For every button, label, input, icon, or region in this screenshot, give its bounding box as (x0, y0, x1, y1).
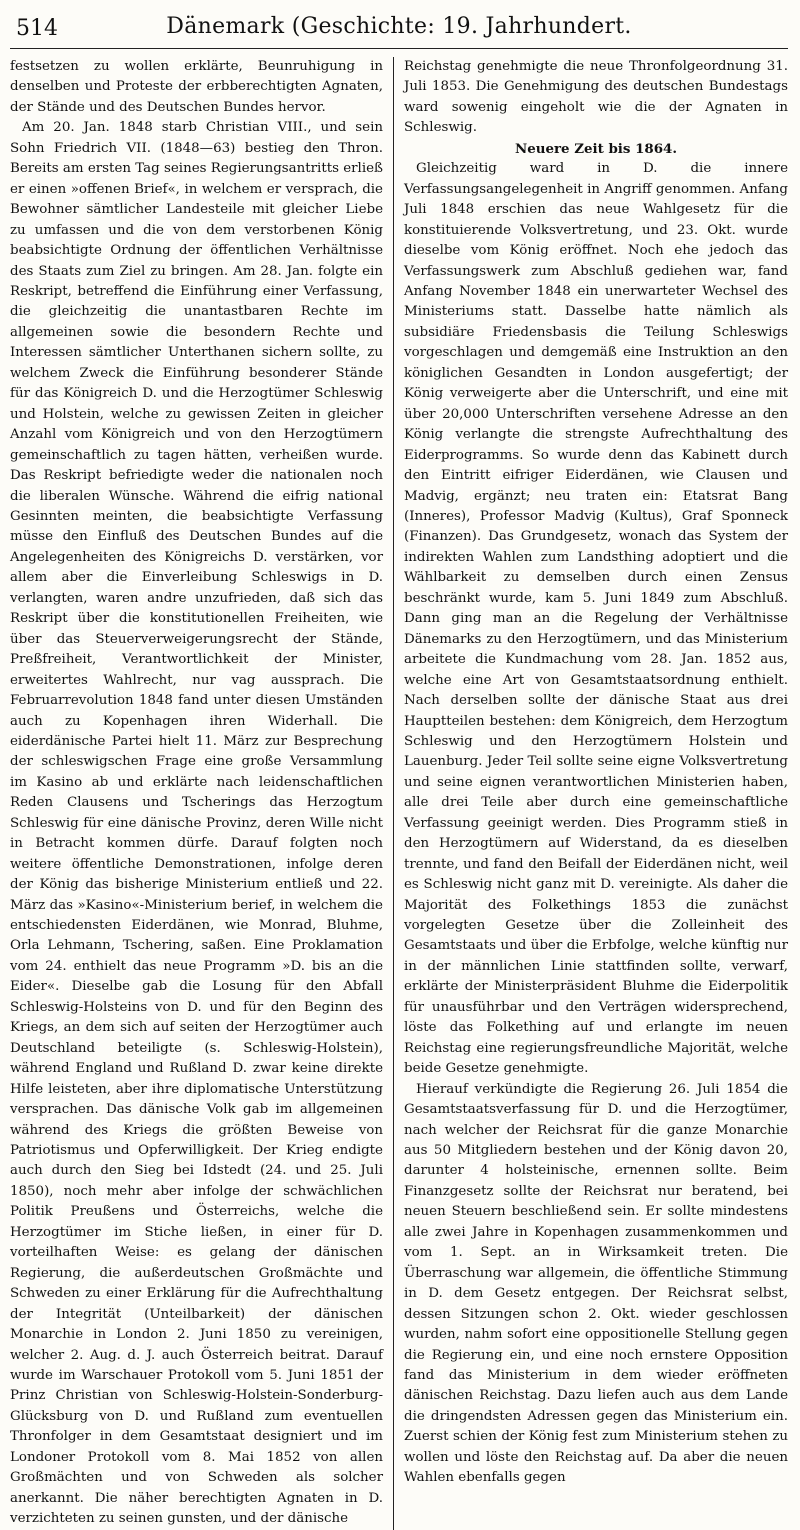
page-header (10, 14, 788, 49)
text-columns (10, 57, 788, 1530)
paragraph: Am 20. Jan. 1848 starb Christian VIII., und sein Sohn Friedrich VII. (1848—63) bestieg den Thron. Bereits am ersten Tag seines Regierungsantritts erließ er einen »offenen Brief«, in welchem er versprach, die Bewohner sämtlicher Landesteile mit gleicher Liebe zu umfassen und die von dem verstorbenen König beabsichtigte Ordnung der öffentlichen Verhältnisse des Staats zum Ziel zu bringen. Am 28. Jan. folgte ein Reskript, betreffend die Einführung einer Verfassung, die gleichzeitig die unantastbaren Rechte im allgemeinen sowie die besondern Rechte und Interessen sämtlicher Unterthanen sichern sollte, zu welchem Zweck die Einführung besonderer Stände für das Königreich D. und die Herzogtümer Schleswig und Holstein, welche zu gewissen Zeiten in gleicher Anzahl vom Königreich und von den Herzogtümern gemeinschaftlich zu tagen hätten, verheißen wurde. Das Reskript befriedigte weder die nationalen noch die liberalen Wünsche. Während die eifrig national Gesinnten meinten, die beabsichtigte Verfassung müsse den Einfluß des Deutschen Bundes auf die Angelegenheiten des Königreichs D. verstärken, vor allem aber die Einverleibung Schleswigs in D. verlangten, waren andre unzufrieden, daß sich das Reskript über die konstitutionellen Freiheiten, wie über das Steuerverweigerungsrecht der Stände, Preßfreiheit, Verantwortlichkeit der Minister, erweitertes Wahlrecht, nur vag aussprach. Die Februarrevolution 1848 fand unter diesen Umständen auch zu Kopenhagen ihren Widerhall. Die eiderdänische Partei hielt 11. März zur Besprechung der schleswigschen Frage eine große Versammlung im Kasino ab und erklärte nach leidenschaftlichen Reden Clausens und Tscherings das Herzogtum Schleswig für eine dänische Provinz, deren Wille nicht in Betracht kommen dürfe. Darauf folgten noch weitere öffentliche Demonstrationen, infolge deren der König das bisherige Ministerium entließ und 22. März das »Kasino«-Ministerium berief, in welchem die entschiedensten Eiderdänen, wie Monrad, Bluhme, Orla Lehmann, Tschering, saßen. Eine Proklamation vom 24. enthielt das neue Programm »D. bis an die Eider«. Dieselbe gab die Losung für den Abfall Schleswig-Holsteins von D. und für den Beginn des Kriegs, an dem sich auf seiten der Herzogtümer auch Deutschland beteiligte (s. Schleswig-Holstein), während England und Rußland D. zwar keine direkte Hilfe leisteten, aber ihre diplomatische Unterstützung versprachen. Das dänische Volk gab im allgemeinen während des Kriegs die größten Beweise von Patriotismus und Opferwilligkeit. Der Krieg endigte auch durch den Sieg bei Idstedt (24. und 25. Juli 1850), noch mehr aber infolge der schwächlichen Politik Preußens und Österreichs, welche die Herzogtümer im Stiche ließen, in einer für D. vorteilhaften Weise: es gelang der dänischen Regierung, die außerdeutschen Großmächte und Schweden zu einer Erklärung für die Aufrechthaltung der Integrität (Unteilbarkeit) der dänischen Monarchie in London 2. Juni 1850 zu vereinigen, welcher 2. Aug. d. J. auch Österreich beitrat. Darauf wurde im Warschauer Protokoll vom 5. Juni 1851 der Prinz Christian von Schleswig-Holstein-Sonderburg-Glücksburg von D. und Rußland zum eventuellen Thronfolger in dem Gesamtstaat designiert und im Londoner Protokoll vom 8. Mai 1852 von allen Großmächten und von Schweden als solcher anerkannt. Die näher berechtigten Agnaten in D. verzichteten zu seinen gunsten, und der dänische (10, 120, 383, 1527)
left-column (10, 57, 394, 1530)
paragraph: festsetzen zu wollen erklärte, Beunruhigung in denselben und Proteste der erbberechtigten Agnaten, der Stände und des Deutschen Bundes hervor. (10, 59, 383, 115)
page-number: 514 (16, 16, 58, 41)
running-head: Dänemark (Geschichte: 19. Jahrhundert. (166, 14, 632, 39)
right-column (394, 57, 788, 1530)
section-heading: Neuere Zeit bis 1864. (514, 140, 678, 157)
paragraph: Gleichzeitig ward in D. die innere Verfassungsangelegenheit in Angriff genommen. Anfang Juli 1848 erschien das neue Wahlgesetz für die konstituierende Volksvertretung, und 23. Okt. wurde dieselbe vom König eröffnet. Noch ehe jedoch das Verfassungswerk zum Abschluß gediehen war, fand Anfang November 1848 ein unerwarteter Wechsel des Ministeriums statt. Dasselbe hatte nämlich als subsidiäre Friedensbasis die Teilung Schleswigs vorgeschlagen und demgemäß eine Instruktion an den königlichen Gesandten in London ausgefertigt; der König verweigerte aber die Unterschrift, und eine mit über 20,000 Unterschriften versehene Adresse an den König verlangte die strengste Aufrechthaltung des Eiderprogramms. So wurde denn das Kabinett durch den Eintritt eifriger Eiderdänen, wie Clausen und Madvig, ergänzt; neu traten ein: Etatsrat Bang (Inneres), Professor Madvig (Kultus), Graf Sponneck (Finanzen). Das Grundgesetz, wonach das System der indirekten Wahlen zum Landsthing adoptiert und die Wählbarkeit zu demselben durch einen Zensus beschränkt wurde, kam 5. Juni 1849 zum Abschluß. Dann ging man an die Regelung der Verhältnisse Dänemarks zu den Herzogtümern, und das Ministerium arbeitete die Kundmachung vom 28. Jan. 1852 aus, welche eine Art von Gesamtstaatsordnung enthielt. Nach derselben sollte der dänische Staat aus drei Hauptteilen bestehen: dem Königreich, dem Herzogtum Schleswig und den Herzogtümern Holstein und Lauenburg. Jeder Teil sollte seine eigne Volksvertretung und seine eignen verantwortlichen Ministerien haben, alle drei Teile aber durch eine gemeinschaftliche Verfassung geeinigt werden. Dies Programm stieß in den Herzogtümern auf Widerstand, da es dieselben trennte, und fand den Beifall der Eiderdänen nicht, weil es Schleswig nicht ganz mit D. vereinigte. Als daher die Majorität des Folkethings 1853 die zunächst vorgelegten Gesetze über die Zolleinheit des Gesamtstaats und über die Erbfolge, welche künftig nur in der männlichen Linie stattfinden sollte, verwarf, erklärte der Ministerpräsident Bluhme die Eiderpolitik für unausführbar und den Verträgen widersprechend, löste das Folkething auf und erlangte im neuen Reichstag eine regierungsfreundliche Majorität, welche beide Gesetze genehmigte. (404, 161, 788, 1077)
paragraph: Hierauf verkündigte die Regierung 26. Juli 1854 die Gesamtstaatsverfassung für D. und die Herzogtümer, nach welcher der Reichsrat für die ganze Monarchie aus 50 Mitgliedern bestehen und der König davon 20, darunter 4 holsteinische, ernennen sollte. Beim Finanzgesetz sollte der Reichsrat nur beratend, bei neuen Steuern beschließend sein. Er sollte mindestens alle zwei Jahre in Kopenhagen zusammenkommen und vom 1. Sept. an in Wirksamkeit treten. Die Überraschung war allgemein, die öffentliche Stimmung in D. dem Gesetz entgegen. Der Reichsrat selbst, dessen Sitzungen schon 2. Okt. wieder geschlossen wurden, nahm sofort eine oppositionelle Stellung gegen die Regierung ein, und eine noch ernstere Opposition fand das Ministerium in dem wieder eröffneten dänischen Reichstag. Dazu liefen auch aus dem Lande die dringendsten Adressen gegen das Ministerium ein. Zuerst schien der König fest zum Ministerium stehen zu wollen und löste den Reichstag auf. Da aber die neuen Wahlen ebenfalls gegen (404, 1081, 788, 1486)
paragraph: Reichstag genehmigte die neue Thronfolgeordnung 31. Juli 1853. Die Genehmigung des deutschen Bundestags ward sowenig eingeholt wie die der Agnaten in Schleswig. (404, 59, 788, 136)
